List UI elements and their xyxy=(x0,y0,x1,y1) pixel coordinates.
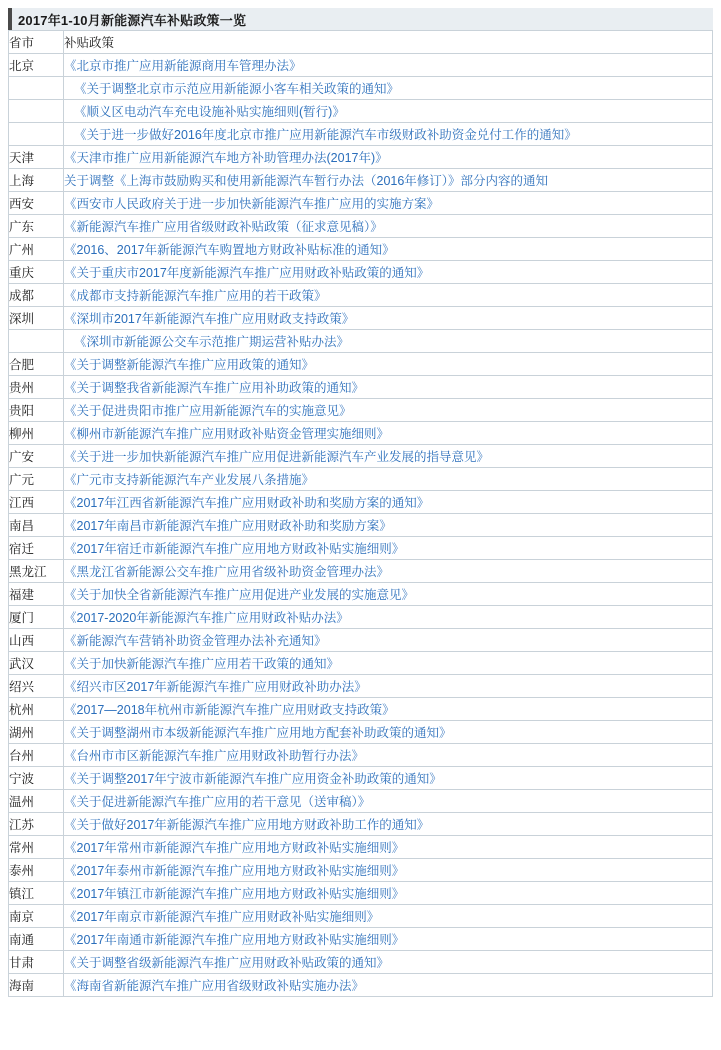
policy-table xyxy=(8,30,713,997)
region-cell: 天津 xyxy=(9,146,64,169)
policy-link[interactable]: 《关于调整2017年宁波市新能源汽车推广应用资金补助政策的通知》 xyxy=(64,767,713,790)
region-cell: 宁波 xyxy=(9,767,64,790)
policy-link[interactable]: 《深圳市2017年新能源汽车推广应用财政支持政策》 xyxy=(64,307,713,330)
region-cell: 上海 xyxy=(9,169,64,192)
policy-link[interactable]: 《2017年江西省新能源汽车推广应用财政补助和奖励方案的通知》 xyxy=(64,491,713,514)
region-cell: 海南 xyxy=(9,974,64,997)
region-cell: 湖州 xyxy=(9,721,64,744)
policy-link[interactable]: 《深圳市新能源公交车示范推广期运营补贴办法》 xyxy=(64,330,713,353)
table-row xyxy=(9,100,713,123)
policy-link[interactable]: 《关于调整省级新能源汽车推广应用财政补贴政策的通知》 xyxy=(64,951,713,974)
table-row xyxy=(9,928,713,951)
table-row xyxy=(9,652,713,675)
policy-link[interactable]: 《成都市支持新能源汽车推广应用的若干政策》 xyxy=(64,284,713,307)
table-row xyxy=(9,514,713,537)
table-row xyxy=(9,744,713,767)
table-row xyxy=(9,284,713,307)
table-row xyxy=(9,238,713,261)
table-row xyxy=(9,261,713,284)
policy-link[interactable]: 《关于调整北京市示范应用新能源小客车相关政策的通知》 xyxy=(64,77,713,100)
table-row xyxy=(9,77,713,100)
policy-link[interactable]: 《天津市推广应用新能源汽车地方补助管理办法(2017年)》 xyxy=(64,146,713,169)
table-header xyxy=(9,31,713,54)
policy-link[interactable]: 《2017年南通市新能源汽车推广应用地方财政补贴实施细则》 xyxy=(64,928,713,951)
region-cell: 广东 xyxy=(9,215,64,238)
region-cell: 广元 xyxy=(9,468,64,491)
policy-link[interactable]: 《2017年宿迁市新能源汽车推广应用地方财政补贴实施细则》 xyxy=(64,537,713,560)
policy-link[interactable]: 《2017年镇江市新能源汽车推广应用地方财政补贴实施细则》 xyxy=(64,882,713,905)
region-cell: 深圳 xyxy=(9,307,64,330)
policy-link[interactable]: 《关于调整湖州市本级新能源汽车推广应用地方配套补助政策的通知》 xyxy=(64,721,713,744)
policy-link[interactable]: 《关于重庆市2017年度新能源汽车推广应用财政补贴政策的通知》 xyxy=(64,261,713,284)
policy-link[interactable]: 《广元市支持新能源汽车产业发展八条措施》 xyxy=(64,468,713,491)
table-row xyxy=(9,399,713,422)
table-row xyxy=(9,353,713,376)
policy-link[interactable]: 《2017年南京市新能源汽车推广应用财政补贴实施细则》 xyxy=(64,905,713,928)
table-row xyxy=(9,790,713,813)
region-cell: 宿迁 xyxy=(9,537,64,560)
table-row xyxy=(9,767,713,790)
region-cell: 南京 xyxy=(9,905,64,928)
policy-link[interactable]: 《关于加快新能源汽车推广应用若干政策的通知》 xyxy=(64,652,713,675)
policy-link[interactable]: 《关于进一步做好2016年度北京市推广应用新能源汽车市级财政补助资金兑付工作的通知》 xyxy=(64,123,713,146)
policy-link[interactable]: 《新能源汽车营销补助资金管理办法补充通知》 xyxy=(64,629,713,652)
region-cell: 西安 xyxy=(9,192,64,215)
policy-link[interactable]: 《西安市人民政府关于进一步加快新能源汽车推广应用的实施方案》 xyxy=(64,192,713,215)
table-row xyxy=(9,376,713,399)
table-row xyxy=(9,675,713,698)
policy-link[interactable]: 《关于进一步加快新能源汽车推广应用促进新能源汽车产业发展的指导意见》 xyxy=(64,445,713,468)
region-cell: 甘肃 xyxy=(9,951,64,974)
policy-link[interactable]: 《关于促进贵阳市推广应用新能源汽车的实施意见》 xyxy=(64,399,713,422)
policy-link[interactable]: 《2017年泰州市新能源汽车推广应用地方财政补贴实施细则》 xyxy=(64,859,713,882)
table-row xyxy=(9,836,713,859)
table-row xyxy=(9,583,713,606)
table-row xyxy=(9,123,713,146)
region-cell: 武汉 xyxy=(9,652,64,675)
region-cell: 成都 xyxy=(9,284,64,307)
region-cell: 贵州 xyxy=(9,376,64,399)
policy-link[interactable]: 《新能源汽车推广应用省级财政补贴政策（征求意见稿）》 xyxy=(64,215,713,238)
table-row xyxy=(9,882,713,905)
region-cell: 镇江 xyxy=(9,882,64,905)
column-header-region: 省市 xyxy=(9,31,64,54)
table-row xyxy=(9,629,713,652)
policy-link[interactable]: 《2017年常州市新能源汽车推广应用地方财政补贴实施细则》 xyxy=(64,836,713,859)
policy-link[interactable]: 《关于调整新能源汽车推广应用政策的通知》 xyxy=(64,353,713,376)
region-cell: 北京 xyxy=(9,54,64,77)
table-row xyxy=(9,215,713,238)
page-title: 2017年1-10月新能源汽车补贴政策一览 xyxy=(18,12,247,28)
policy-link[interactable]: 《2016、2017年新能源汽车购置地方财政补贴标准的通知》 xyxy=(64,238,713,261)
region-cell: 合肥 xyxy=(9,353,64,376)
table-row xyxy=(9,537,713,560)
region-cell: 广安 xyxy=(9,445,64,468)
region-cell xyxy=(9,123,64,146)
region-cell: 绍兴 xyxy=(9,675,64,698)
region-cell: 重庆 xyxy=(9,261,64,284)
policy-link[interactable]: 《关于调整我省新能源汽车推广应用补助政策的通知》 xyxy=(64,376,713,399)
table-row xyxy=(9,813,713,836)
region-cell xyxy=(9,77,64,100)
policy-link[interactable]: 《北京市推广应用新能源商用车管理办法》 xyxy=(64,54,713,77)
region-cell: 江苏 xyxy=(9,813,64,836)
table-row xyxy=(9,951,713,974)
region-cell xyxy=(9,100,64,123)
policy-link[interactable]: 《台州市市区新能源汽车推广应用财政补助暂行办法》 xyxy=(64,744,713,767)
table-header-row xyxy=(9,31,713,54)
table-row xyxy=(9,445,713,468)
table-row xyxy=(9,422,713,445)
policy-link[interactable]: 关于调整《上海市鼓励购买和使用新能源汽车暂行办法（2016年修订）》部分内容的通知 xyxy=(64,169,713,192)
region-cell: 温州 xyxy=(9,790,64,813)
policy-link[interactable]: 《柳州市新能源汽车推广应用财政补贴资金管理实施细则》 xyxy=(64,422,713,445)
policy-link[interactable]: 《关于促进新能源汽车推广应用的若干意见（送审稿）》 xyxy=(64,790,713,813)
region-cell: 厦门 xyxy=(9,606,64,629)
policy-link[interactable]: 《绍兴市区2017年新能源汽车推广应用财政补助办法》 xyxy=(64,675,713,698)
column-header-policy: 补贴政策 xyxy=(64,31,713,54)
region-cell: 泰州 xyxy=(9,859,64,882)
region-cell: 南通 xyxy=(9,928,64,951)
policy-link[interactable]: 《2017年南昌市新能源汽车推广应用财政补助和奖励方案》 xyxy=(64,514,713,537)
table-row xyxy=(9,330,713,353)
table-body xyxy=(9,54,713,997)
table-row xyxy=(9,698,713,721)
table-row xyxy=(9,491,713,514)
policy-link[interactable]: 《海南省新能源汽车推广应用省级财政补贴实施办法》 xyxy=(64,974,713,997)
table-row xyxy=(9,974,713,997)
region-cell: 贵阳 xyxy=(9,399,64,422)
table-row xyxy=(9,468,713,491)
region-cell: 江西 xyxy=(9,491,64,514)
policy-link[interactable]: 《黑龙江省新能源公交车推广应用省级补助资金管理办法》 xyxy=(64,560,713,583)
table-row xyxy=(9,192,713,215)
table-row xyxy=(9,721,713,744)
policy-link[interactable]: 《关于做好2017年新能源汽车推广应用地方财政补助工作的通知》 xyxy=(64,813,713,836)
region-cell xyxy=(9,330,64,353)
table-row xyxy=(9,859,713,882)
document-title-bar xyxy=(8,8,713,30)
region-cell: 黑龙江 xyxy=(9,560,64,583)
table-row xyxy=(9,169,713,192)
policy-link[interactable]: 《关于加快全省新能源汽车推广应用促进产业发展的实施意见》 xyxy=(64,583,713,606)
region-cell: 常州 xyxy=(9,836,64,859)
table-row xyxy=(9,905,713,928)
table-row xyxy=(9,146,713,169)
region-cell: 山西 xyxy=(9,629,64,652)
table-row xyxy=(9,307,713,330)
region-cell: 柳州 xyxy=(9,422,64,445)
policy-link[interactable]: 《2017—2018年杭州市新能源汽车推广应用财政支持政策》 xyxy=(64,698,713,721)
region-cell: 南昌 xyxy=(9,514,64,537)
region-cell: 福建 xyxy=(9,583,64,606)
table-row xyxy=(9,560,713,583)
region-cell: 广州 xyxy=(9,238,64,261)
table-row xyxy=(9,606,713,629)
region-cell: 台州 xyxy=(9,744,64,767)
policy-link[interactable]: 《顺义区电动汽车充电设施补贴实施细则(暂行)》 xyxy=(64,100,713,123)
region-cell: 杭州 xyxy=(9,698,64,721)
policy-link[interactable]: 《2017-2020年新能源汽车推广应用财政补贴办法》 xyxy=(64,606,713,629)
table-row xyxy=(9,54,713,77)
